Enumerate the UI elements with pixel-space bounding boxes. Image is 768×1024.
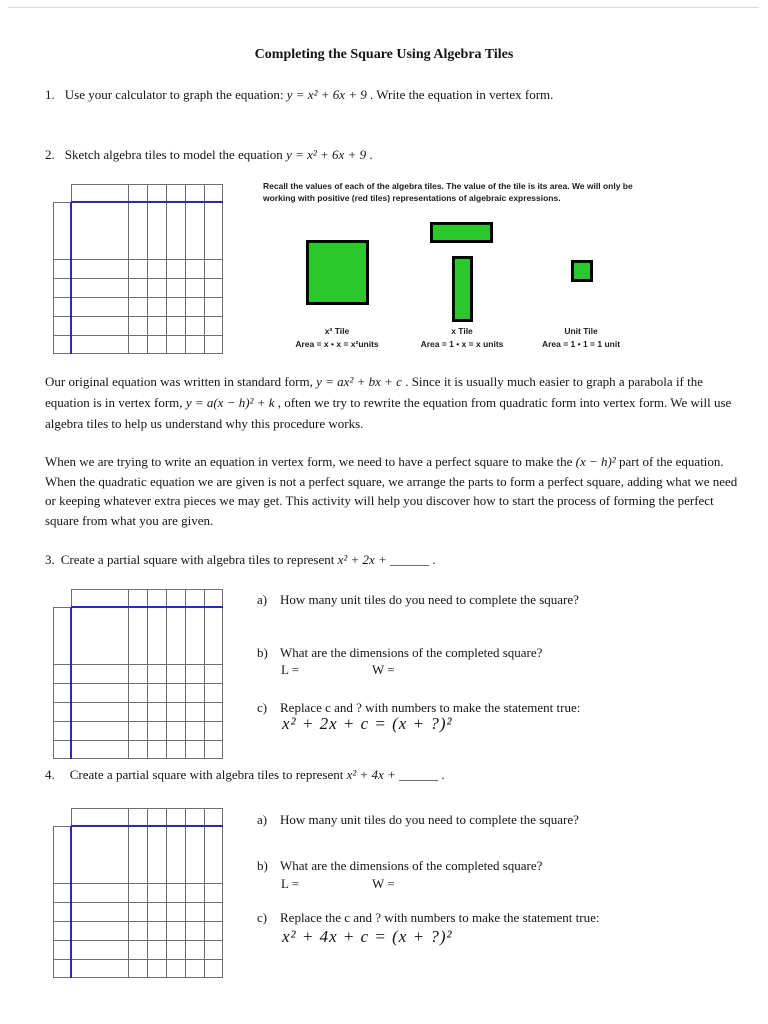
grid-hline bbox=[53, 740, 223, 741]
page-title: Completing the Square Using Algebra Tiles bbox=[254, 47, 514, 62]
grid-hline bbox=[53, 278, 223, 279]
grid-vline bbox=[166, 808, 167, 978]
vertex-form-equation: y = a(x − h)² + k bbox=[185, 395, 275, 410]
question-1-text-after: . Write the equation in vertex form. bbox=[366, 87, 554, 102]
unit-tile-label bbox=[511, 325, 651, 350]
q3-b-text: What are the dimensions of the completed square? bbox=[280, 645, 543, 660]
q3-c-text: Replace c and ? with numbers to make the statement true: bbox=[280, 700, 581, 715]
grid-hline bbox=[53, 959, 223, 960]
algebra-tiles-grid-3 bbox=[53, 808, 223, 978]
q4-length-label: L = bbox=[281, 876, 300, 891]
question-4-period: . bbox=[438, 767, 445, 782]
grid-blue-hline bbox=[71, 606, 223, 608]
grid-blue-vline bbox=[70, 202, 72, 354]
grid-vline bbox=[147, 184, 148, 354]
unit-tile-area: Area = 1 • 1 = 1 unit bbox=[541, 338, 621, 349]
q3-part-b bbox=[257, 645, 687, 661]
x-squared-tile bbox=[306, 240, 369, 305]
x-squared-tile-area: Area = x • x = x²units bbox=[295, 338, 379, 349]
x-tile-vertical bbox=[452, 256, 473, 322]
grid-vline bbox=[128, 808, 129, 978]
grid-vline bbox=[204, 808, 205, 978]
question-4-text: Create a partial square with algebra tiles to represent bbox=[69, 767, 347, 782]
q4-a-marker: a) bbox=[257, 812, 268, 827]
paragraph-1-text: Our original equation was written in standard form, bbox=[45, 374, 317, 389]
grid-hline bbox=[53, 902, 223, 903]
grid-hline bbox=[53, 883, 223, 884]
q4-a-text: How many unit tiles do you need to complete the square? bbox=[280, 812, 579, 827]
q3-complete-square-equation: x² + 2x + c = (x + ?)² bbox=[282, 714, 453, 733]
x-tile-horizontal bbox=[430, 222, 493, 243]
paragraph-standard-form bbox=[45, 371, 741, 434]
q4-b-marker: b) bbox=[257, 858, 268, 873]
grid-hline bbox=[53, 259, 223, 260]
grid-hline bbox=[53, 335, 223, 336]
q4-complete-square-equation: x² + 4x + c = (x + ?)² bbox=[282, 927, 453, 946]
grid-vline bbox=[204, 184, 205, 354]
grid-vline bbox=[147, 808, 148, 978]
grid-blue-vline bbox=[70, 607, 72, 759]
q3-a-marker: a) bbox=[257, 592, 268, 607]
x-minus-h-squared: (x − h)² bbox=[575, 454, 616, 469]
unit-tile-name: Unit Tile bbox=[564, 326, 598, 336]
standard-form-equation: y = ax² + bx + c bbox=[316, 374, 402, 389]
question-4-blank: ______ bbox=[395, 767, 439, 782]
grid-vline bbox=[147, 589, 148, 759]
question-2 bbox=[45, 147, 373, 163]
question-3-expression: x² + 2x + bbox=[337, 552, 387, 567]
q4-c-text: Replace the c and ? with numbers to make the statement true: bbox=[280, 910, 600, 925]
q4-c-marker: c) bbox=[257, 910, 268, 925]
question-1 bbox=[45, 87, 553, 103]
paragraph-1-text: . Since it is usually much easier to graph a parabola if the equation is in vertex form, bbox=[45, 374, 704, 410]
question-4 bbox=[45, 767, 445, 783]
question-2-text: Sketch algebra tiles to model the equation bbox=[64, 147, 287, 162]
grid-vline bbox=[185, 808, 186, 978]
unit-tile bbox=[571, 260, 593, 282]
grid-vline bbox=[128, 184, 129, 354]
grid-hline bbox=[53, 921, 223, 922]
q3-width-label: W = bbox=[372, 662, 395, 677]
grid-vline bbox=[128, 589, 129, 759]
question-1-equation: y = x² + 6x + 9 bbox=[286, 87, 367, 102]
x-squared-tile-name: x² Tile bbox=[324, 326, 350, 336]
question-1-number: 1. bbox=[45, 87, 55, 102]
q4-b-text: What are the dimensions of the completed square? bbox=[280, 858, 543, 873]
question-4-expression: x² + 4x + bbox=[346, 767, 396, 782]
grid-hline bbox=[53, 721, 223, 722]
question-1-text: Use your calculator to graph the equation: bbox=[64, 87, 287, 102]
grid-blue-vline bbox=[70, 826, 72, 978]
question-2-number: 2. bbox=[45, 147, 55, 162]
x-tile-name: x Tile bbox=[451, 326, 473, 336]
q3-length-label: L = bbox=[281, 662, 300, 677]
question-3-text: Create a partial square with algebra tiles to represent bbox=[60, 552, 338, 567]
grid-blue-hline bbox=[71, 825, 223, 827]
grid-blue-hline bbox=[71, 201, 223, 203]
q3-part-a bbox=[257, 592, 687, 608]
question-4-number: 4. bbox=[45, 767, 55, 782]
question-3-number: 3. bbox=[45, 552, 55, 567]
x-tile-area: Area = 1 • x = x units bbox=[420, 338, 504, 349]
grid-hline bbox=[53, 683, 223, 684]
grid-hline bbox=[53, 702, 223, 703]
paragraph-2-text: When we are trying to write an equation in vertex form, we need to have a perfect square to make the bbox=[45, 454, 576, 469]
question-3-period: . bbox=[429, 552, 436, 567]
paragraph-perfect-square bbox=[45, 452, 741, 530]
q3-a-text: How many unit tiles do you need to complete the square? bbox=[280, 592, 579, 607]
question-3 bbox=[45, 552, 436, 568]
grid-vline bbox=[204, 589, 205, 759]
question-2-equation: y = x² + 6x + 9 bbox=[286, 147, 367, 162]
page-top-edge bbox=[8, 7, 759, 8]
algebra-tiles-grid-2 bbox=[53, 589, 223, 759]
grid-vline bbox=[166, 589, 167, 759]
grid-hline bbox=[53, 940, 223, 941]
paragraph-2-text: part of the equation. When the quadratic equation we are given is not a perfect square, we arrange the parts to form a perfect square, adding what we need or keeping whatever extra pieces we may get. This activity will help you discover how to start the process of forming the perfect square from what you are given. bbox=[45, 454, 738, 528]
paragraph-1-text: , often we try to rewrite the equation from quadratic form into vertex form. We will use algebra tiles to help us understand why this procedure works. bbox=[45, 395, 732, 431]
grid-hline bbox=[53, 664, 223, 665]
q4-part-a bbox=[257, 812, 687, 828]
q4-width-label: W = bbox=[372, 876, 395, 891]
grid-vline bbox=[185, 589, 186, 759]
grid-hline bbox=[53, 297, 223, 298]
recall-note: Recall the values of each of the algebra tiles. The value of the tile is its area. We will only be working with positive (red tiles) representations of algebraic expressions. bbox=[263, 181, 633, 203]
grid-vline bbox=[166, 184, 167, 354]
question-2-text-after: . bbox=[366, 147, 373, 162]
question-3-blank: ______ bbox=[386, 552, 430, 567]
x-squared-tile-label bbox=[267, 325, 407, 350]
grid-vline bbox=[185, 184, 186, 354]
grid-hline bbox=[53, 316, 223, 317]
q4-part-c bbox=[257, 910, 687, 926]
algebra-tiles-grid-1 bbox=[53, 184, 223, 354]
q3-c-marker: c) bbox=[257, 700, 268, 715]
q4-part-b bbox=[257, 858, 687, 874]
q3-b-marker: b) bbox=[257, 645, 268, 660]
